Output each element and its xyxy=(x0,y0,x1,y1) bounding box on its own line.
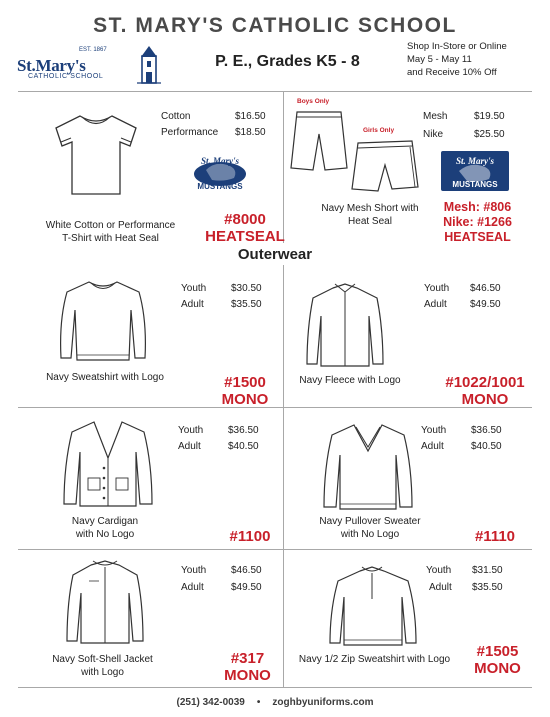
price-amount: $25.50 xyxy=(474,129,505,140)
code-note: MONO xyxy=(224,667,271,684)
price-amount: $49.50 xyxy=(231,582,262,593)
price-label: Adult xyxy=(178,441,201,452)
item-caption xyxy=(30,653,175,679)
svg-text:St. Mary's: St. Mary's xyxy=(200,156,240,166)
logo-est-text: EST. 1867 xyxy=(79,47,107,53)
divider-line xyxy=(18,549,532,550)
promo-line: and Receive 10% Off xyxy=(407,67,497,78)
price-label: Youth xyxy=(424,283,450,294)
caption-line: Navy Soft-Shell Jacket xyxy=(52,654,153,665)
half-zip-sweatshirt-illustration xyxy=(326,563,420,647)
caption-line: with No Logo xyxy=(75,529,135,540)
mustangs-logo xyxy=(186,152,254,192)
code-number: #1500 xyxy=(224,374,266,391)
divider-line xyxy=(18,91,532,92)
fleece-illustration xyxy=(303,280,387,370)
svg-text:MUSTANGS: MUSTANGS xyxy=(452,180,498,189)
mustang-icon xyxy=(441,151,509,191)
price-label: Adult xyxy=(181,299,204,310)
footer-contact xyxy=(0,697,550,708)
price-amount: $30.50 xyxy=(231,283,262,294)
price-amount: $36.50 xyxy=(471,425,502,436)
caption-line: Navy Mesh Short with xyxy=(321,203,419,214)
caption-line: with Logo xyxy=(81,667,124,678)
church-tower-icon xyxy=(137,44,161,84)
tshirt-caption xyxy=(18,219,203,245)
code-number: #8000 xyxy=(224,211,266,228)
caption-line: Navy Fleece with Logo xyxy=(299,375,401,386)
boys-only-tag: Boys Only xyxy=(297,98,330,105)
product-code xyxy=(215,528,285,545)
code-number: #1505 xyxy=(476,643,519,660)
price-amount: $35.50 xyxy=(231,299,262,310)
girls-only-tag: Girls Only xyxy=(363,127,395,134)
price-label: Youth xyxy=(178,425,204,436)
price-amount: $19.50 xyxy=(474,111,505,122)
caption-line: Navy Cardigan xyxy=(71,516,139,527)
shorts-caption xyxy=(300,202,440,228)
item-caption xyxy=(300,515,440,541)
school-logo xyxy=(17,44,162,84)
price-label: Adult xyxy=(429,582,452,593)
code-number: #1110 xyxy=(474,528,516,545)
divider-line xyxy=(18,687,532,688)
softshell-jacket-illustration xyxy=(63,557,147,645)
price-amount: $35.50 xyxy=(472,582,503,593)
code-number: #1022/1001 xyxy=(445,374,525,391)
price-amount: $18.50 xyxy=(235,127,266,138)
promo-line: Shop In-Store or Online xyxy=(407,41,507,52)
price-label: Youth xyxy=(181,565,207,576)
item-caption xyxy=(50,515,160,541)
page-subtitle: P. E., Grades K5 - 8 xyxy=(215,53,360,70)
caption-line: White Cotton or Performance xyxy=(45,220,176,231)
code-number: #317 xyxy=(230,650,265,667)
svg-text:MUSTANGS: MUSTANGS xyxy=(197,182,243,191)
price-label: Performance xyxy=(161,127,219,138)
price-label: Youth xyxy=(426,565,452,576)
school-title: ST. MARY'S CATHOLIC SCHOOL xyxy=(93,14,457,37)
footer-separator: • xyxy=(256,697,261,708)
tshirt-illustration xyxy=(50,112,142,198)
product-code xyxy=(460,528,530,545)
girls-shorts-illustration xyxy=(350,137,420,197)
code-note: HEATSEAL xyxy=(205,228,285,245)
caption-line: Navy Pullover Sweater xyxy=(319,516,421,527)
caption-line: with No Logo xyxy=(340,529,400,540)
price-label: Nike xyxy=(423,129,444,140)
price-label: Youth xyxy=(421,425,447,436)
sweatshirt-illustration xyxy=(55,276,151,364)
footer-website-link[interactable]: zoghbyuniforms.com xyxy=(272,697,374,708)
promo-line: May 5 - May 11 xyxy=(407,54,472,65)
price-label: Mesh xyxy=(423,111,448,122)
footer-phone: (251) 342-0039 xyxy=(176,697,245,708)
svg-text:St. Mary's: St. Mary's xyxy=(455,156,495,166)
code-note: MONO xyxy=(221,391,269,408)
price-amount: $16.50 xyxy=(235,111,266,122)
price-label: Youth xyxy=(181,283,207,294)
product-code xyxy=(460,643,535,677)
code-number: Nike: #1266 xyxy=(443,215,512,229)
item-caption xyxy=(30,371,180,384)
code-number: #1100 xyxy=(229,528,271,545)
price-amount: $49.50 xyxy=(470,299,501,310)
product-code xyxy=(430,374,540,408)
price-label: Adult xyxy=(424,299,447,310)
caption-line: Navy Sweatshirt with Logo xyxy=(46,372,164,383)
item-caption xyxy=(287,653,462,666)
outerwear-section-title: Outerwear xyxy=(237,246,313,263)
pullover-sweater-illustration xyxy=(318,421,418,513)
item-caption xyxy=(290,374,410,387)
price-label: Adult xyxy=(421,441,444,452)
price-amount: $46.50 xyxy=(231,565,262,576)
code-note: HEATSEAL xyxy=(444,230,511,244)
logo-subtitle: CATHOLIC SCHOOL xyxy=(28,73,104,80)
product-code xyxy=(210,650,285,684)
price-amount: $46.50 xyxy=(470,283,501,294)
product-code xyxy=(430,200,525,245)
price-amount: $40.50 xyxy=(228,441,259,452)
price-label: Adult xyxy=(181,582,204,593)
product-code xyxy=(205,374,285,408)
promo-text xyxy=(407,40,547,79)
price-amount: $40.50 xyxy=(471,441,502,452)
price-amount: $31.50 xyxy=(472,565,503,576)
logo-wordmark: St.Mary's xyxy=(17,56,86,75)
caption-line: Heat Seal xyxy=(348,216,392,227)
mustang-icon xyxy=(186,152,254,192)
code-note: MONO xyxy=(461,391,509,408)
price-amount: $36.50 xyxy=(228,425,259,436)
mustangs-logo xyxy=(441,151,509,191)
cardigan-illustration xyxy=(58,418,158,510)
product-code xyxy=(205,211,285,245)
caption-line: Navy 1/2 Zip Sweatshirt with Logo xyxy=(298,654,451,665)
boys-shorts-illustration xyxy=(289,108,349,174)
price-label: Cotton xyxy=(161,111,191,122)
code-number: Mesh: #806 xyxy=(443,200,512,214)
divider-line xyxy=(283,265,284,687)
caption-line: T-Shirt with Heat Seal xyxy=(62,233,159,244)
code-note: MONO xyxy=(474,660,521,677)
